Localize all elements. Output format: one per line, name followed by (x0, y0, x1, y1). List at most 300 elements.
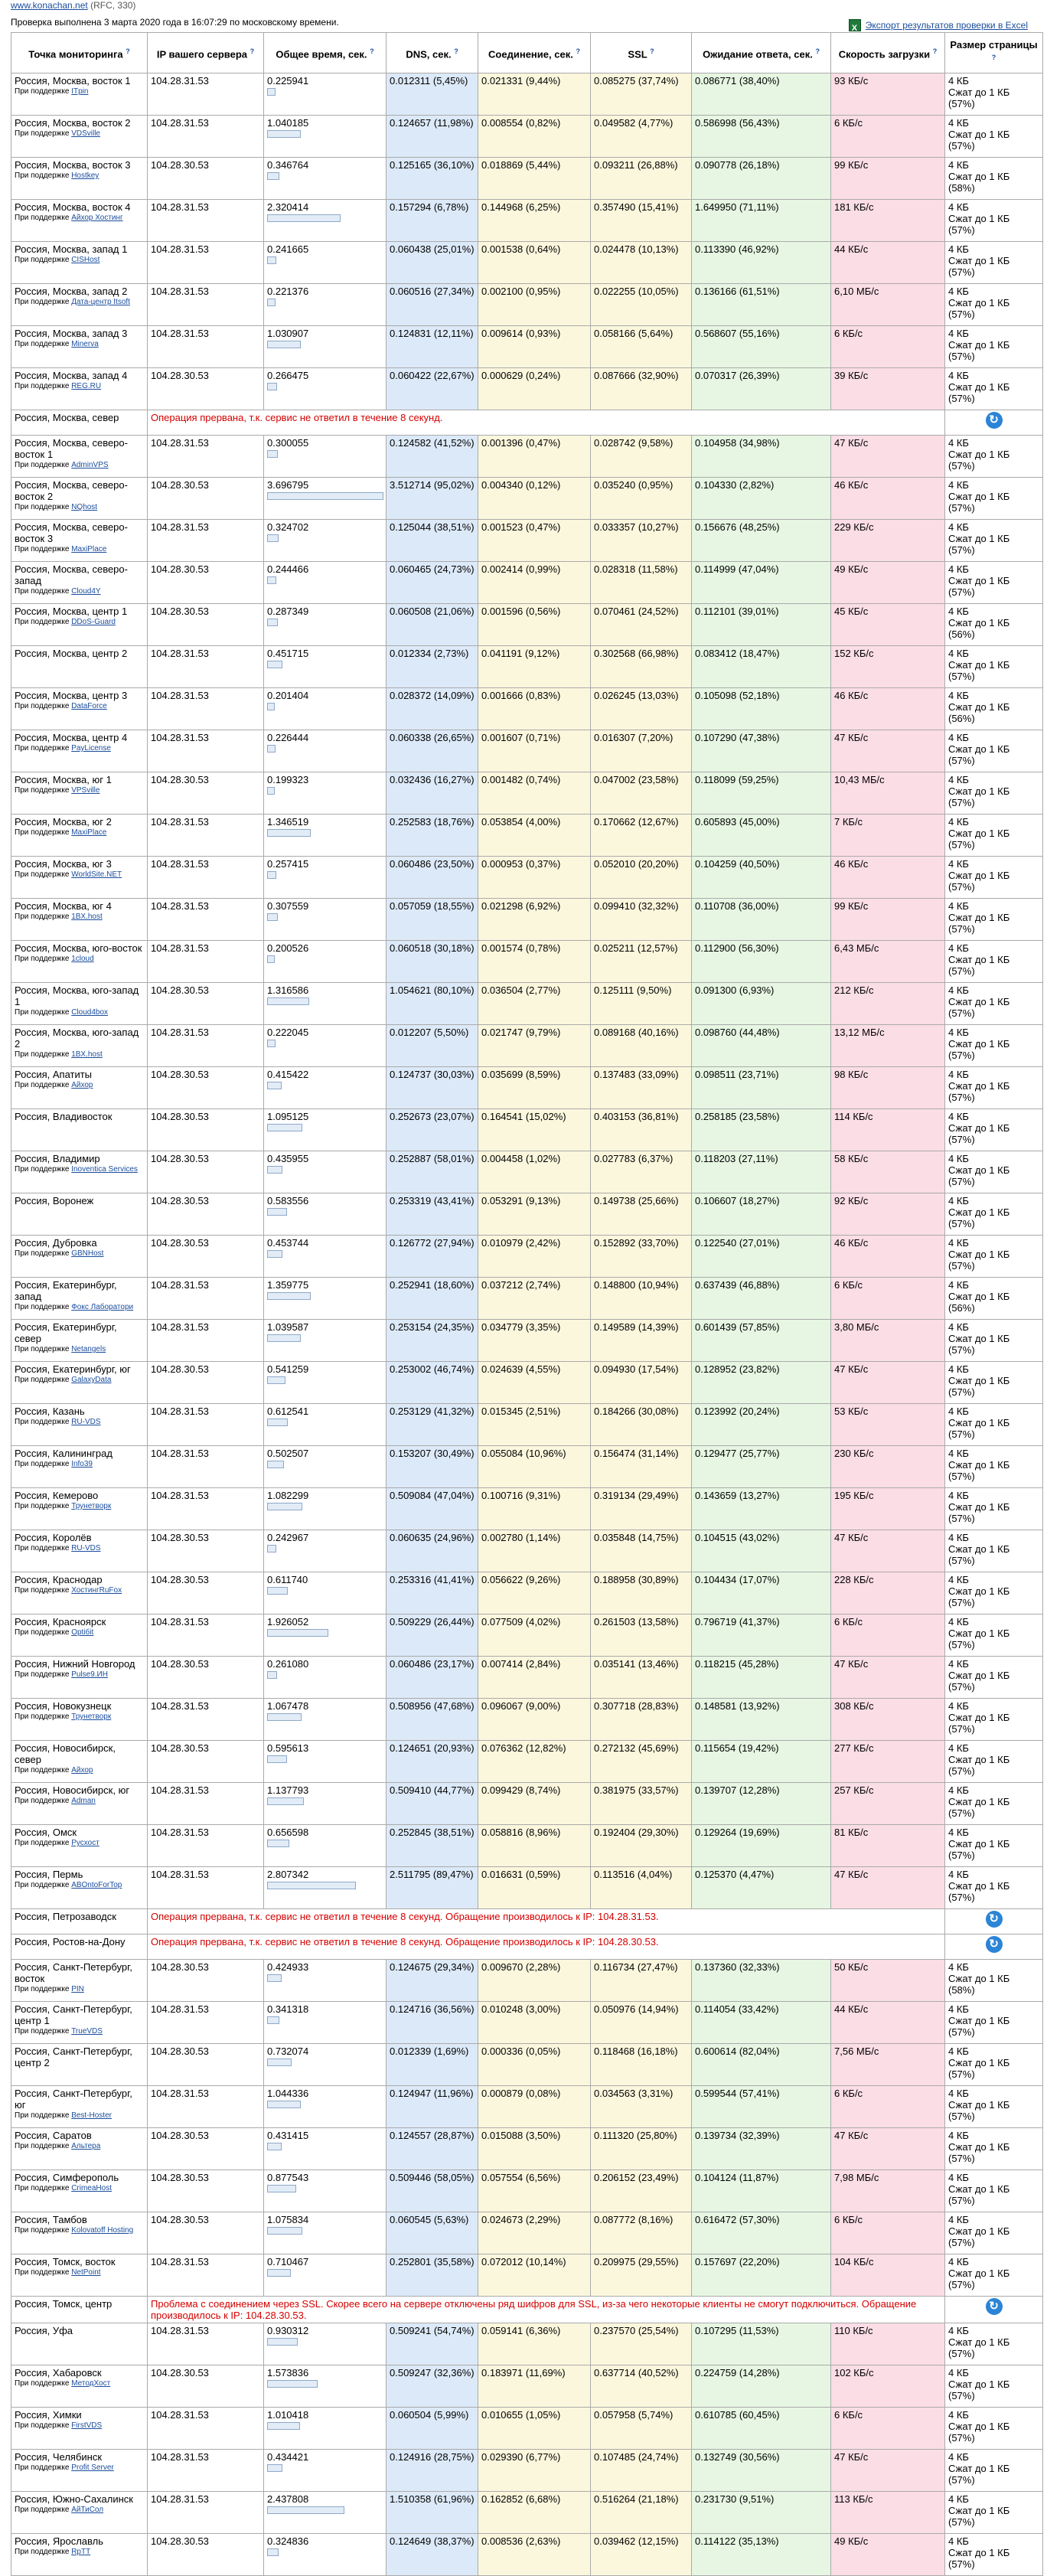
location-cell (11, 2323, 148, 2365)
table-row (11, 1025, 1043, 1067)
provider-line (15, 828, 144, 837)
location-name: Россия, Новокузнецк (15, 1700, 112, 1712)
location-cell (11, 2002, 148, 2044)
location-cell (11, 1572, 148, 1614)
size-cell (945, 857, 1043, 899)
provider-link[interactable]: Best-Hoster (71, 2111, 112, 2120)
total-bar (267, 130, 301, 138)
size-cell (945, 899, 1043, 941)
total-cell (264, 2002, 387, 2044)
provider-link[interactable]: Русхост (71, 1839, 99, 1847)
provider-prefix: При поддержке (15, 1081, 72, 1089)
wait-cell: 0.090778 (26,18%) (692, 158, 831, 200)
speed-cell: 98 КБ/с (831, 1067, 945, 1109)
provider-link[interactable]: Kolovatoff Hosting (71, 2226, 134, 2235)
dns-cell: 0.252583 (18,76%) (387, 815, 478, 857)
table-row (11, 941, 1043, 983)
total-bar (267, 2185, 296, 2192)
size-value: 4 КБ (948, 159, 969, 171)
dns-cell: 0.124557 (28,87%) (387, 2128, 478, 2170)
ip-cell: 104.28.31.53 (148, 815, 264, 857)
provider-link[interactable]: Cloud4box (71, 1008, 108, 1017)
total-bar (267, 913, 278, 921)
provider-link[interactable]: Minerva (71, 340, 99, 348)
provider-line (15, 129, 144, 139)
dns-cell: 1.510358 (61,96%) (387, 2492, 478, 2534)
ip-cell: 104.28.31.53 (148, 1614, 264, 1657)
location-cell (11, 1278, 148, 1320)
location-name: Россия, Владимир (15, 1153, 100, 1164)
size-value: 4 КБ (948, 2256, 969, 2267)
provider-link[interactable]: TrueVDS (71, 2027, 103, 2036)
help-icon[interactable]: ? (370, 47, 374, 55)
total-cell (264, 520, 387, 562)
total-cell (264, 73, 387, 116)
provider-line (15, 1008, 144, 1017)
ip-cell: 104.28.31.53 (148, 2450, 264, 2492)
size-compressed: Сжат до 1 КБ (948, 2378, 1010, 2390)
provider-prefix: При поддержке (15, 545, 72, 553)
wait-cell: 0.104515 (43,02%) (692, 1530, 831, 1572)
provider-line (15, 382, 144, 391)
connection-cell: 0.162852 (6,68%) (478, 2492, 591, 2534)
total-value: 1.573836 (267, 2367, 309, 2378)
table-row (11, 242, 1043, 284)
connection-cell: 0.056622 (9,26%) (478, 1572, 591, 1614)
provider-link[interactable]: Трунетворк (71, 1502, 112, 1510)
ssl-cell: 0.107485 (24,74%) (591, 2450, 692, 2492)
ip-cell: 104.28.31.53 (148, 1783, 264, 1825)
provider-line (15, 1670, 144, 1680)
wait-cell: 0.112101 (39,01%) (692, 604, 831, 646)
provider-link[interactable]: REG.RU (71, 382, 102, 390)
provider-line (15, 618, 144, 627)
connection-cell: 0.021747 (9,79%) (478, 1025, 591, 1067)
total-cell (264, 730, 387, 772)
provider-link[interactable]: MaxiPlace (71, 828, 107, 837)
table-row (11, 1741, 1043, 1783)
speed-cell: 181 КБ/с (831, 200, 945, 242)
total-cell (264, 116, 387, 158)
speed-cell: 7,56 МБ/с (831, 2044, 945, 2086)
size-percent: (57%) (948, 309, 975, 320)
total-value: 2.320414 (267, 201, 309, 213)
size-cell (945, 1025, 1043, 1067)
provider-prefix: При поддержке (15, 870, 72, 879)
site-header (0, 0, 1047, 12)
provider-link[interactable]: МетодХост (71, 2379, 111, 2388)
provider-prefix: При поддержке (15, 461, 72, 469)
provider-link[interactable]: Альтера (71, 2142, 101, 2150)
provider-line (15, 1376, 144, 1385)
table-row (11, 1193, 1043, 1236)
size-compressed: Сжат до 1 КБ (948, 2336, 1010, 2348)
ip-cell: 104.28.31.53 (148, 941, 264, 983)
provider-link[interactable]: Pulse9.ИН (71, 1670, 108, 1679)
dns-cell: 0.126772 (27,94%) (387, 1236, 478, 1278)
header-dns-label: DNS, сек. (406, 48, 452, 60)
ssl-cell: 0.116734 (27,47%) (591, 1960, 692, 2002)
ssl-cell: 0.206152 (23,49%) (591, 2170, 692, 2212)
provider-link[interactable]: MaxiPlace (71, 545, 107, 553)
table-row (11, 2323, 1043, 2365)
speed-cell: 92 КБ/с (831, 1193, 945, 1236)
total-cell (264, 2534, 387, 2576)
ssl-cell: 0.035848 (14,75%) (591, 1530, 692, 1572)
total-value: 1.359775 (267, 1279, 309, 1291)
provider-link[interactable]: NetPoint (71, 2268, 101, 2277)
size-percent: (57%) (948, 351, 975, 362)
size-percent: (57%) (948, 2516, 975, 2528)
size-compressed: Сжат до 1 КБ (948, 828, 1010, 839)
provider-link[interactable]: Inoventica Services (71, 1165, 138, 1174)
provider-line (15, 2379, 144, 2388)
ssl-cell: 0.637714 (40,52%) (591, 2365, 692, 2408)
connection-cell: 0.058816 (8,96%) (478, 1825, 591, 1867)
location-cell (11, 1193, 148, 1236)
connection-cell: 0.037212 (2,74%) (478, 1278, 591, 1320)
total-cell (264, 604, 387, 646)
provider-link[interactable]: CISHost (71, 256, 100, 264)
ssl-cell: 0.033357 (10,27%) (591, 520, 692, 562)
header-ip (148, 33, 264, 73)
size-percent: (58%) (948, 182, 975, 194)
total-cell (264, 1025, 387, 1067)
size-percent: (57%) (948, 671, 975, 682)
ip-cell: 104.28.30.53 (148, 1530, 264, 1572)
total-bar (267, 492, 383, 500)
provider-link[interactable]: Info39 (71, 1460, 93, 1468)
connection-cell: 0.010655 (1,05%) (478, 2408, 591, 2450)
connection-cell: 0.001523 (0,47%) (478, 520, 591, 562)
ip-cell: 104.28.31.53 (148, 730, 264, 772)
provider-link[interactable]: FirstVDS (71, 2421, 103, 2430)
size-cell (945, 478, 1043, 520)
size-compressed: Сжат до 1 КБ (948, 2015, 1010, 2026)
ip-cell: 104.28.30.53 (148, 2128, 264, 2170)
provider-link[interactable]: 1cloud (71, 955, 94, 963)
table-row (11, 1109, 1043, 1151)
provider-link[interactable]: АйТиСол (71, 2506, 104, 2514)
size-cell (945, 2492, 1043, 2534)
ip-cell: 104.28.31.53 (148, 646, 264, 688)
total-bar (267, 1713, 302, 1721)
wait-cell: 0.118215 (45,28%) (692, 1657, 831, 1699)
dns-cell: 0.509410 (44,77%) (387, 1783, 478, 1825)
location-cell (11, 1362, 148, 1404)
help-icon[interactable]: ? (454, 47, 458, 55)
location-cell (11, 1741, 148, 1783)
ssl-cell: 0.149738 (25,66%) (591, 1193, 692, 1236)
provider-link[interactable]: VPSville (71, 786, 100, 795)
location-name: Россия, Владивосток (15, 1111, 113, 1122)
provider-link[interactable]: Трунетворк (71, 1712, 112, 1721)
total-bar (267, 1166, 282, 1174)
dns-cell: 0.060338 (26,65%) (387, 730, 478, 772)
location-name: Россия, Екатеринбург, север (15, 1321, 117, 1344)
size-percent: (57%) (948, 755, 975, 766)
size-value: 4 КБ (948, 521, 969, 533)
connection-cell: 0.072012 (10,14%) (478, 2254, 591, 2297)
wait-cell: 0.137360 (32,33%) (692, 1960, 831, 2002)
size-cell (945, 2365, 1043, 2408)
site-link[interactable]: www.konachan.net (11, 0, 88, 11)
size-percent: (57%) (948, 1092, 975, 1103)
size-value: 4 КБ (948, 1363, 969, 1375)
total-cell (264, 1960, 387, 2002)
total-cell (264, 1783, 387, 1825)
provider-link[interactable]: Optiбit (71, 1628, 94, 1637)
speed-cell: 47 КБ/с (831, 1867, 945, 1909)
size-cell (945, 436, 1043, 478)
header-wait (692, 33, 831, 73)
help-icon[interactable]: ? (250, 47, 255, 55)
connection-cell: 0.053291 (9,13%) (478, 1193, 591, 1236)
speed-cell: 7,98 МБ/с (831, 2170, 945, 2212)
provider-prefix: При поддержке (15, 171, 72, 180)
connection-cell: 0.077509 (4,02%) (478, 1614, 591, 1657)
size-cell (945, 772, 1043, 815)
size-percent: (57%) (948, 965, 975, 977)
size-value: 4 КБ (948, 1490, 969, 1501)
size-cell (945, 200, 1043, 242)
provider-link[interactable]: 1BX.host (71, 1050, 103, 1059)
total-value: 2.437808 (267, 2493, 309, 2505)
connection-cell: 0.036504 (2,77%) (478, 983, 591, 1025)
ssl-cell: 0.111320 (25,80%) (591, 2128, 692, 2170)
ip-cell: 104.28.30.53 (148, 1657, 264, 1699)
help-icon[interactable]: ? (126, 47, 130, 55)
provider-link[interactable]: Netangels (71, 1345, 106, 1353)
wait-cell: 0.139707 (12,28%) (692, 1783, 831, 1825)
speed-cell: 6,43 МБ/с (831, 941, 945, 983)
dns-cell: 0.060635 (24,96%) (387, 1530, 478, 1572)
speed-cell: 39 КБ/с (831, 368, 945, 410)
size-value: 4 КБ (948, 2003, 969, 2015)
refresh-icon[interactable]: ↻ (986, 1911, 1003, 1928)
size-value: 4 КБ (948, 1069, 969, 1080)
connection-cell: 0.053854 (4,00%) (478, 815, 591, 857)
total-value: 2.807342 (267, 1869, 309, 1880)
help-icon[interactable]: ? (650, 47, 654, 55)
results-body (11, 73, 1043, 2576)
provider-line (15, 1839, 144, 1848)
size-compressed: Сжат до 1 КБ (948, 1543, 1010, 1555)
speed-cell: 102 КБ/с (831, 2365, 945, 2408)
ssl-cell: 0.188958 (30,89%) (591, 1572, 692, 1614)
size-value: 4 КБ (948, 2367, 969, 2378)
provider-link[interactable]: GalaxyData (71, 1376, 112, 1384)
size-cell (945, 2212, 1043, 2254)
header-row (11, 33, 1043, 73)
table-row (11, 158, 1043, 200)
provider-link[interactable]: RpTT (71, 2548, 91, 2556)
location-cell (11, 520, 148, 562)
wait-cell: 0.112900 (56,30%) (692, 941, 831, 983)
total-value: 3.696795 (267, 479, 309, 491)
provider-link[interactable]: RU-VDS (71, 1418, 101, 1426)
size-compressed: Сжат до 1 КБ (948, 1501, 1010, 1513)
total-bar (267, 534, 279, 542)
provider-link[interactable]: Айхор (71, 1766, 93, 1774)
total-bar (267, 1419, 288, 1426)
size-compressed: Сжат до 1 КБ (948, 701, 1010, 713)
provider-link[interactable]: AdminVPS (71, 461, 109, 469)
help-icon[interactable]: ? (576, 47, 580, 55)
size-value: 4 КБ (948, 2409, 969, 2421)
provider-prefix: При поддержке (15, 2111, 72, 2120)
help-icon[interactable]: ? (991, 53, 996, 61)
size-percent: (57%) (948, 2153, 975, 2164)
dns-cell: 0.509084 (47,04%) (387, 1488, 478, 1530)
total-cell (264, 1067, 387, 1109)
dns-cell: 0.060518 (30,18%) (387, 941, 478, 983)
dns-cell: 0.012207 (5,50%) (387, 1025, 478, 1067)
total-cell (264, 1236, 387, 1278)
refresh-icon[interactable]: ↻ (986, 2298, 1003, 2315)
dns-cell: 0.060465 (24,73%) (387, 562, 478, 604)
provider-link[interactable]: Айхор Хостинг (71, 214, 123, 222)
provider-link[interactable]: ITpin (71, 87, 89, 96)
connection-cell: 0.096067 (9,00%) (478, 1699, 591, 1741)
table-row (11, 2534, 1043, 2576)
ip-cell: 104.28.30.53 (148, 2534, 264, 2576)
total-cell (264, 983, 387, 1025)
table-row (11, 562, 1043, 604)
size-compressed: Сжат до 1 КБ (948, 213, 1010, 224)
dns-cell: 0.252673 (23,07%) (387, 1109, 478, 1151)
refresh-icon[interactable]: ↻ (986, 1936, 1003, 1953)
total-cell (264, 242, 387, 284)
table-row (11, 604, 1043, 646)
total-cell (264, 284, 387, 326)
total-bar (267, 1671, 277, 1679)
ip-cell: 104.28.30.53 (148, 1572, 264, 1614)
connection-cell: 0.000953 (0,37%) (478, 857, 591, 899)
provider-link[interactable]: WorldSite.NET (71, 870, 122, 879)
location-name: Россия, Москва, юго-запад 2 (15, 1027, 139, 1050)
provider-link[interactable]: Фокс Лаборатори (71, 1303, 134, 1311)
provider-line (15, 2463, 144, 2473)
ssl-cell: 0.093211 (26,88%) (591, 158, 692, 200)
table-row (11, 2365, 1043, 2408)
size-percent: (57%) (948, 2195, 975, 2206)
refresh-icon[interactable]: ↻ (986, 412, 1003, 429)
provider-link[interactable]: Дата-центр Itsoft (71, 298, 130, 306)
provider-link[interactable]: ХостингRuFox (71, 1586, 122, 1595)
provider-link[interactable]: PayLicense (71, 744, 111, 753)
wait-cell: 0.114122 (35,13%) (692, 2534, 831, 2576)
location-cell (11, 1025, 148, 1067)
dns-cell: 0.060486 (23,17%) (387, 1657, 478, 1699)
provider-link[interactable]: RU-VDS (71, 1544, 101, 1552)
provider-prefix: При поддержке (15, 1418, 72, 1426)
provider-prefix: При поддержке (15, 1303, 72, 1311)
total-bar (267, 2464, 282, 2472)
provider-prefix: При поддержке (15, 1249, 72, 1258)
ip-cell: 104.28.30.53 (148, 1741, 264, 1783)
total-bar (267, 2059, 292, 2066)
table-row (11, 410, 1043, 436)
size-cell (945, 73, 1043, 116)
dns-cell: 0.509241 (54,74%) (387, 2323, 478, 2365)
table-row (11, 2086, 1043, 2128)
location-name: Россия, Москва, северо-восток 1 (15, 437, 128, 460)
provider-link[interactable]: VDSville (71, 129, 100, 138)
provider-link[interactable]: DDoS-Guard (71, 618, 116, 626)
provider-prefix: При поддержке (15, 87, 72, 96)
speed-cell: 44 КБ/с (831, 242, 945, 284)
connection-cell: 0.001482 (0,74%) (478, 772, 591, 815)
header-ssl-label: SSL (628, 48, 647, 60)
provider-link[interactable]: ABOntoForTop (71, 1881, 122, 1889)
size-percent: (57%) (948, 544, 975, 556)
provider-link[interactable]: Profit Server (71, 2463, 114, 2472)
location-cell (11, 772, 148, 815)
provider-link[interactable]: 1BX.host (71, 913, 103, 921)
ip-cell: 104.28.30.53 (148, 1362, 264, 1404)
provider-link[interactable]: CrimeaHost (71, 2184, 112, 2192)
total-value: 1.067478 (267, 1700, 309, 1712)
size-compressed: Сжат до 1 КБ (948, 575, 1010, 586)
location-cell (11, 200, 148, 242)
connection-cell: 0.015345 (2,51%) (478, 1404, 591, 1446)
ip-cell: 104.28.30.53 (148, 478, 264, 520)
provider-link[interactable]: Adman (71, 1797, 96, 1805)
connection-cell: 0.002780 (1,14%) (478, 1530, 591, 1572)
ssl-cell: 0.094930 (17,54%) (591, 1362, 692, 1404)
wait-cell: 0.107290 (47,38%) (692, 730, 831, 772)
wait-cell: 0.110708 (36,00%) (692, 899, 831, 941)
help-icon[interactable]: ? (932, 47, 938, 55)
header-total-label: Общее время, сек. (276, 48, 367, 60)
provider-link[interactable]: Айхор (71, 1081, 93, 1089)
help-icon[interactable]: ? (815, 47, 820, 55)
dns-cell: 0.153207 (30,49%) (387, 1446, 478, 1488)
total-cell (264, 1320, 387, 1362)
location-cell (11, 116, 148, 158)
provider-link[interactable]: Hostkey (71, 171, 99, 180)
provider-prefix: При поддержке (15, 1165, 72, 1174)
provider-link[interactable]: Cloud4Y (71, 587, 101, 596)
provider-line (15, 1303, 144, 1312)
size-compressed: Сжат до 1 КБ (948, 339, 1010, 351)
total-bar (267, 997, 309, 1005)
location-cell (11, 1151, 148, 1193)
size-value: 4 КБ (948, 984, 969, 996)
provider-prefix: При поддержке (15, 1376, 72, 1384)
size-compressed: Сжат до 1 КБ (948, 2547, 1010, 2558)
total-bar (267, 1292, 311, 1300)
size-percent: (57%) (948, 1681, 975, 1693)
provider-link[interactable]: GBNHost (71, 1249, 104, 1258)
size-cell (945, 1488, 1043, 1530)
connection-cell: 0.018869 (5,44%) (478, 158, 591, 200)
provider-link[interactable]: NQhost (71, 503, 98, 511)
total-value: 0.241665 (267, 243, 309, 255)
ssl-cell: 0.272132 (45,69%) (591, 1741, 692, 1783)
dns-cell: 1.054621 (80,10%) (387, 983, 478, 1025)
provider-link[interactable]: PIN (71, 1985, 84, 1993)
provider-link[interactable]: DataForce (71, 702, 107, 710)
export-excel-link[interactable] (849, 15, 1028, 35)
total-bar (267, 214, 341, 222)
total-cell (264, 899, 387, 941)
ssl-cell: 0.087772 (8,16%) (591, 2212, 692, 2254)
dns-cell: 0.509229 (26,44%) (387, 1614, 478, 1657)
table-row (11, 1404, 1043, 1446)
speed-cell: 277 КБ/с (831, 1741, 945, 1783)
